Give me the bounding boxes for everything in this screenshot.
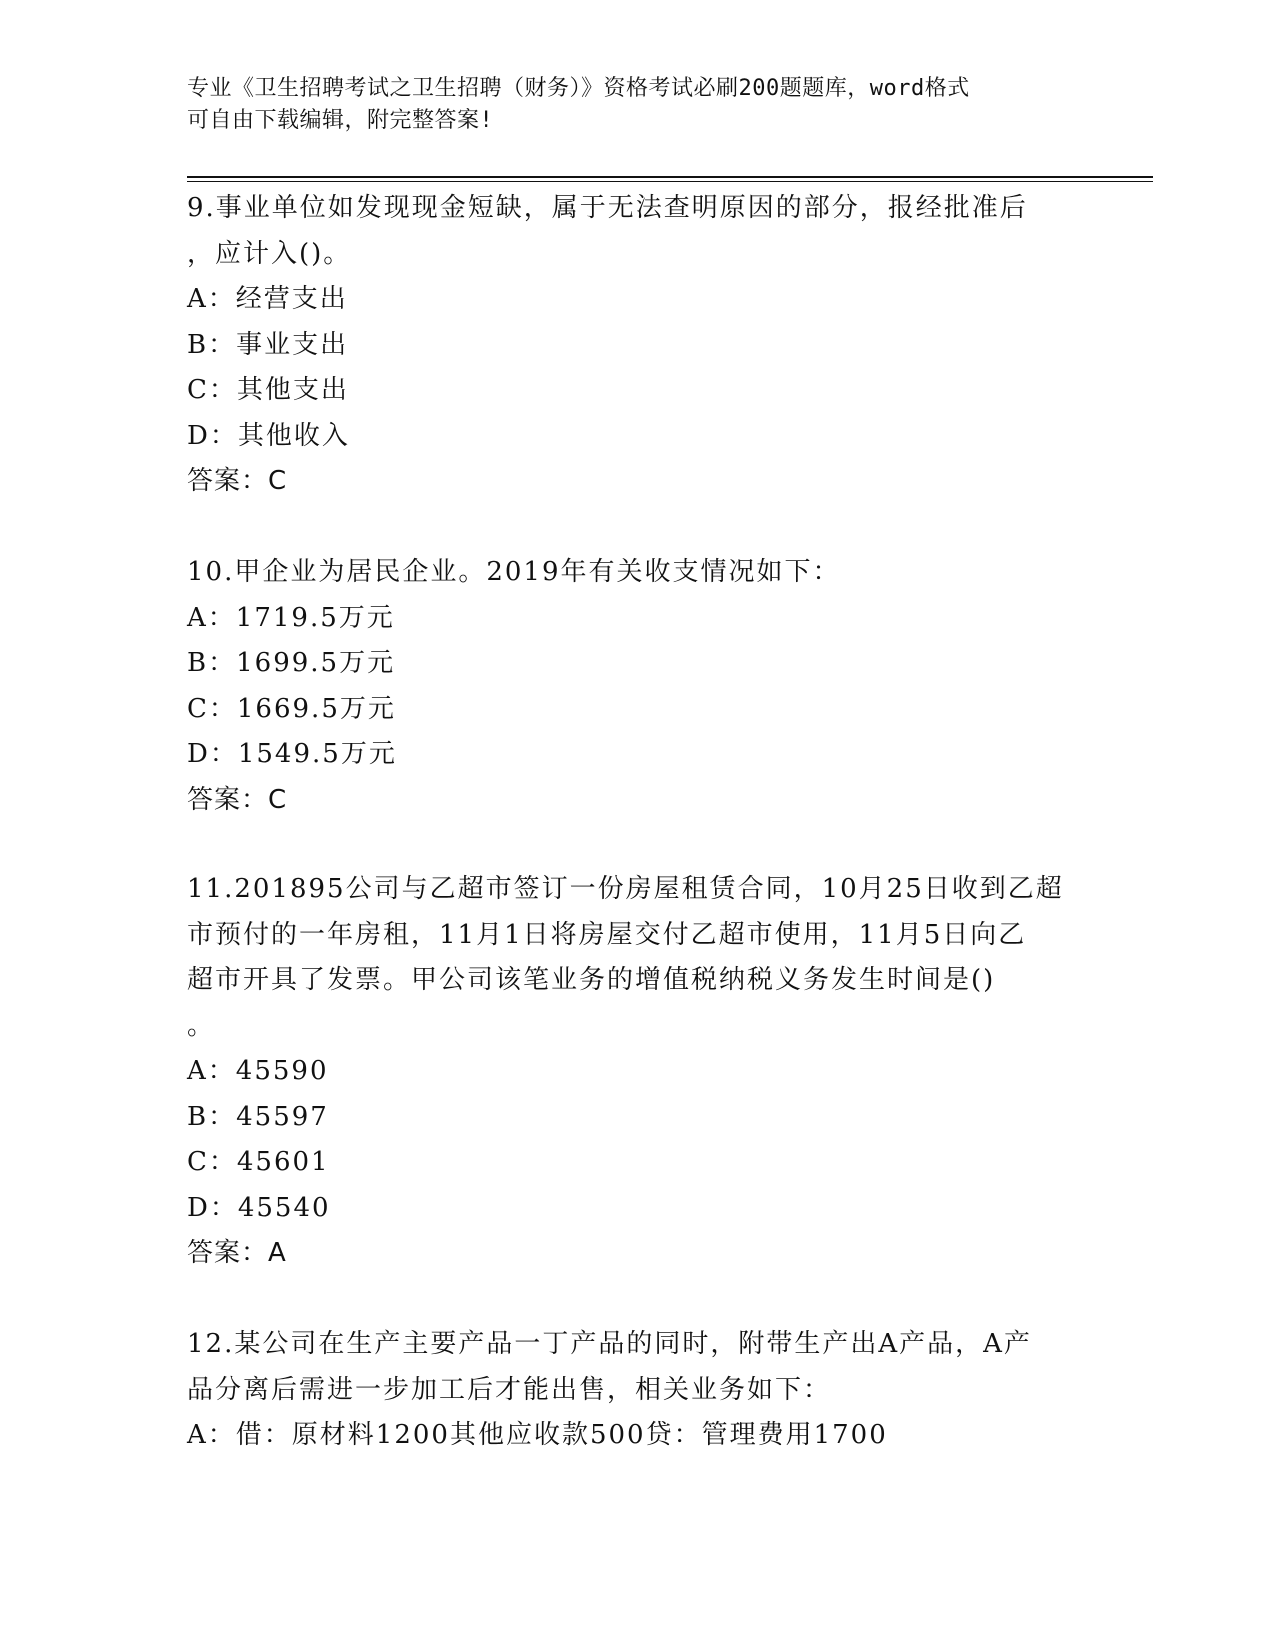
header-line-1: 专业《卫生招聘考试之卫生招聘（财务）》资格考试必刷200题题库，word格式	[187, 76, 970, 101]
question-stem: 市预付的一年房租，11月1日将房屋交付乙超市使用，11月5日向乙	[187, 919, 1027, 950]
answer-text: 答案：A	[187, 1238, 287, 1268]
option-d: D：其他收入	[187, 420, 350, 451]
option-c: C：其他支出	[187, 375, 349, 405]
question-9	[187, 186, 1067, 505]
header-divider-thick	[187, 176, 1153, 178]
option-b: B：1699.5万元	[187, 648, 396, 678]
option-d: D：45540	[187, 1192, 331, 1223]
question-stem: 11.201895公司与乙超市签订一份房屋租赁合同，10月25日收到乙超	[187, 874, 1064, 904]
question-stem: ，应计入()。	[187, 238, 352, 269]
option-a: A：45590	[187, 1056, 329, 1086]
question-stem: 超市开具了发票。甲公司该笔业务的增值税纳税义务发生时间是()	[187, 965, 996, 995]
option-c: C：1669.5万元	[187, 693, 396, 724]
option-a: A：经营支出	[187, 284, 348, 314]
answer-text: 答案：C	[187, 784, 288, 815]
document-header	[187, 73, 1067, 137]
question-stem: 品分离后需进一步加工后才能出售，相关业务如下：	[187, 1374, 832, 1405]
option-d: D：1549.5万元	[187, 739, 397, 769]
question-10	[187, 550, 1067, 823]
option-a: A：借：原材料1200其他应收款500贷：管理费用1700	[187, 1420, 888, 1450]
question-stem: 12.某公司在生产主要产品一丁产品的同时，附带生产出A产品，A产	[187, 1329, 1032, 1359]
question-stem: 。	[187, 1010, 216, 1041]
header-line-2: 可自由下载编辑，附完整答案!	[187, 108, 494, 133]
question-11	[187, 867, 1067, 1277]
option-b: B：事业支出	[187, 329, 349, 360]
question-stem: 9.事业单位如发现现金短缺，属于无法查明原因的部分，报经批准后	[187, 193, 1028, 223]
header-divider-thin	[187, 181, 1153, 182]
answer-text: 答案：C	[187, 466, 288, 496]
question-12	[187, 1322, 1067, 1459]
question-stem: 10.甲企业为居民企业。2019年有关收支情况如下：	[187, 557, 841, 587]
option-c: C：45601	[187, 1147, 330, 1177]
option-b: B：45597	[187, 1101, 329, 1132]
option-a: A：1719.5万元	[187, 602, 395, 633]
